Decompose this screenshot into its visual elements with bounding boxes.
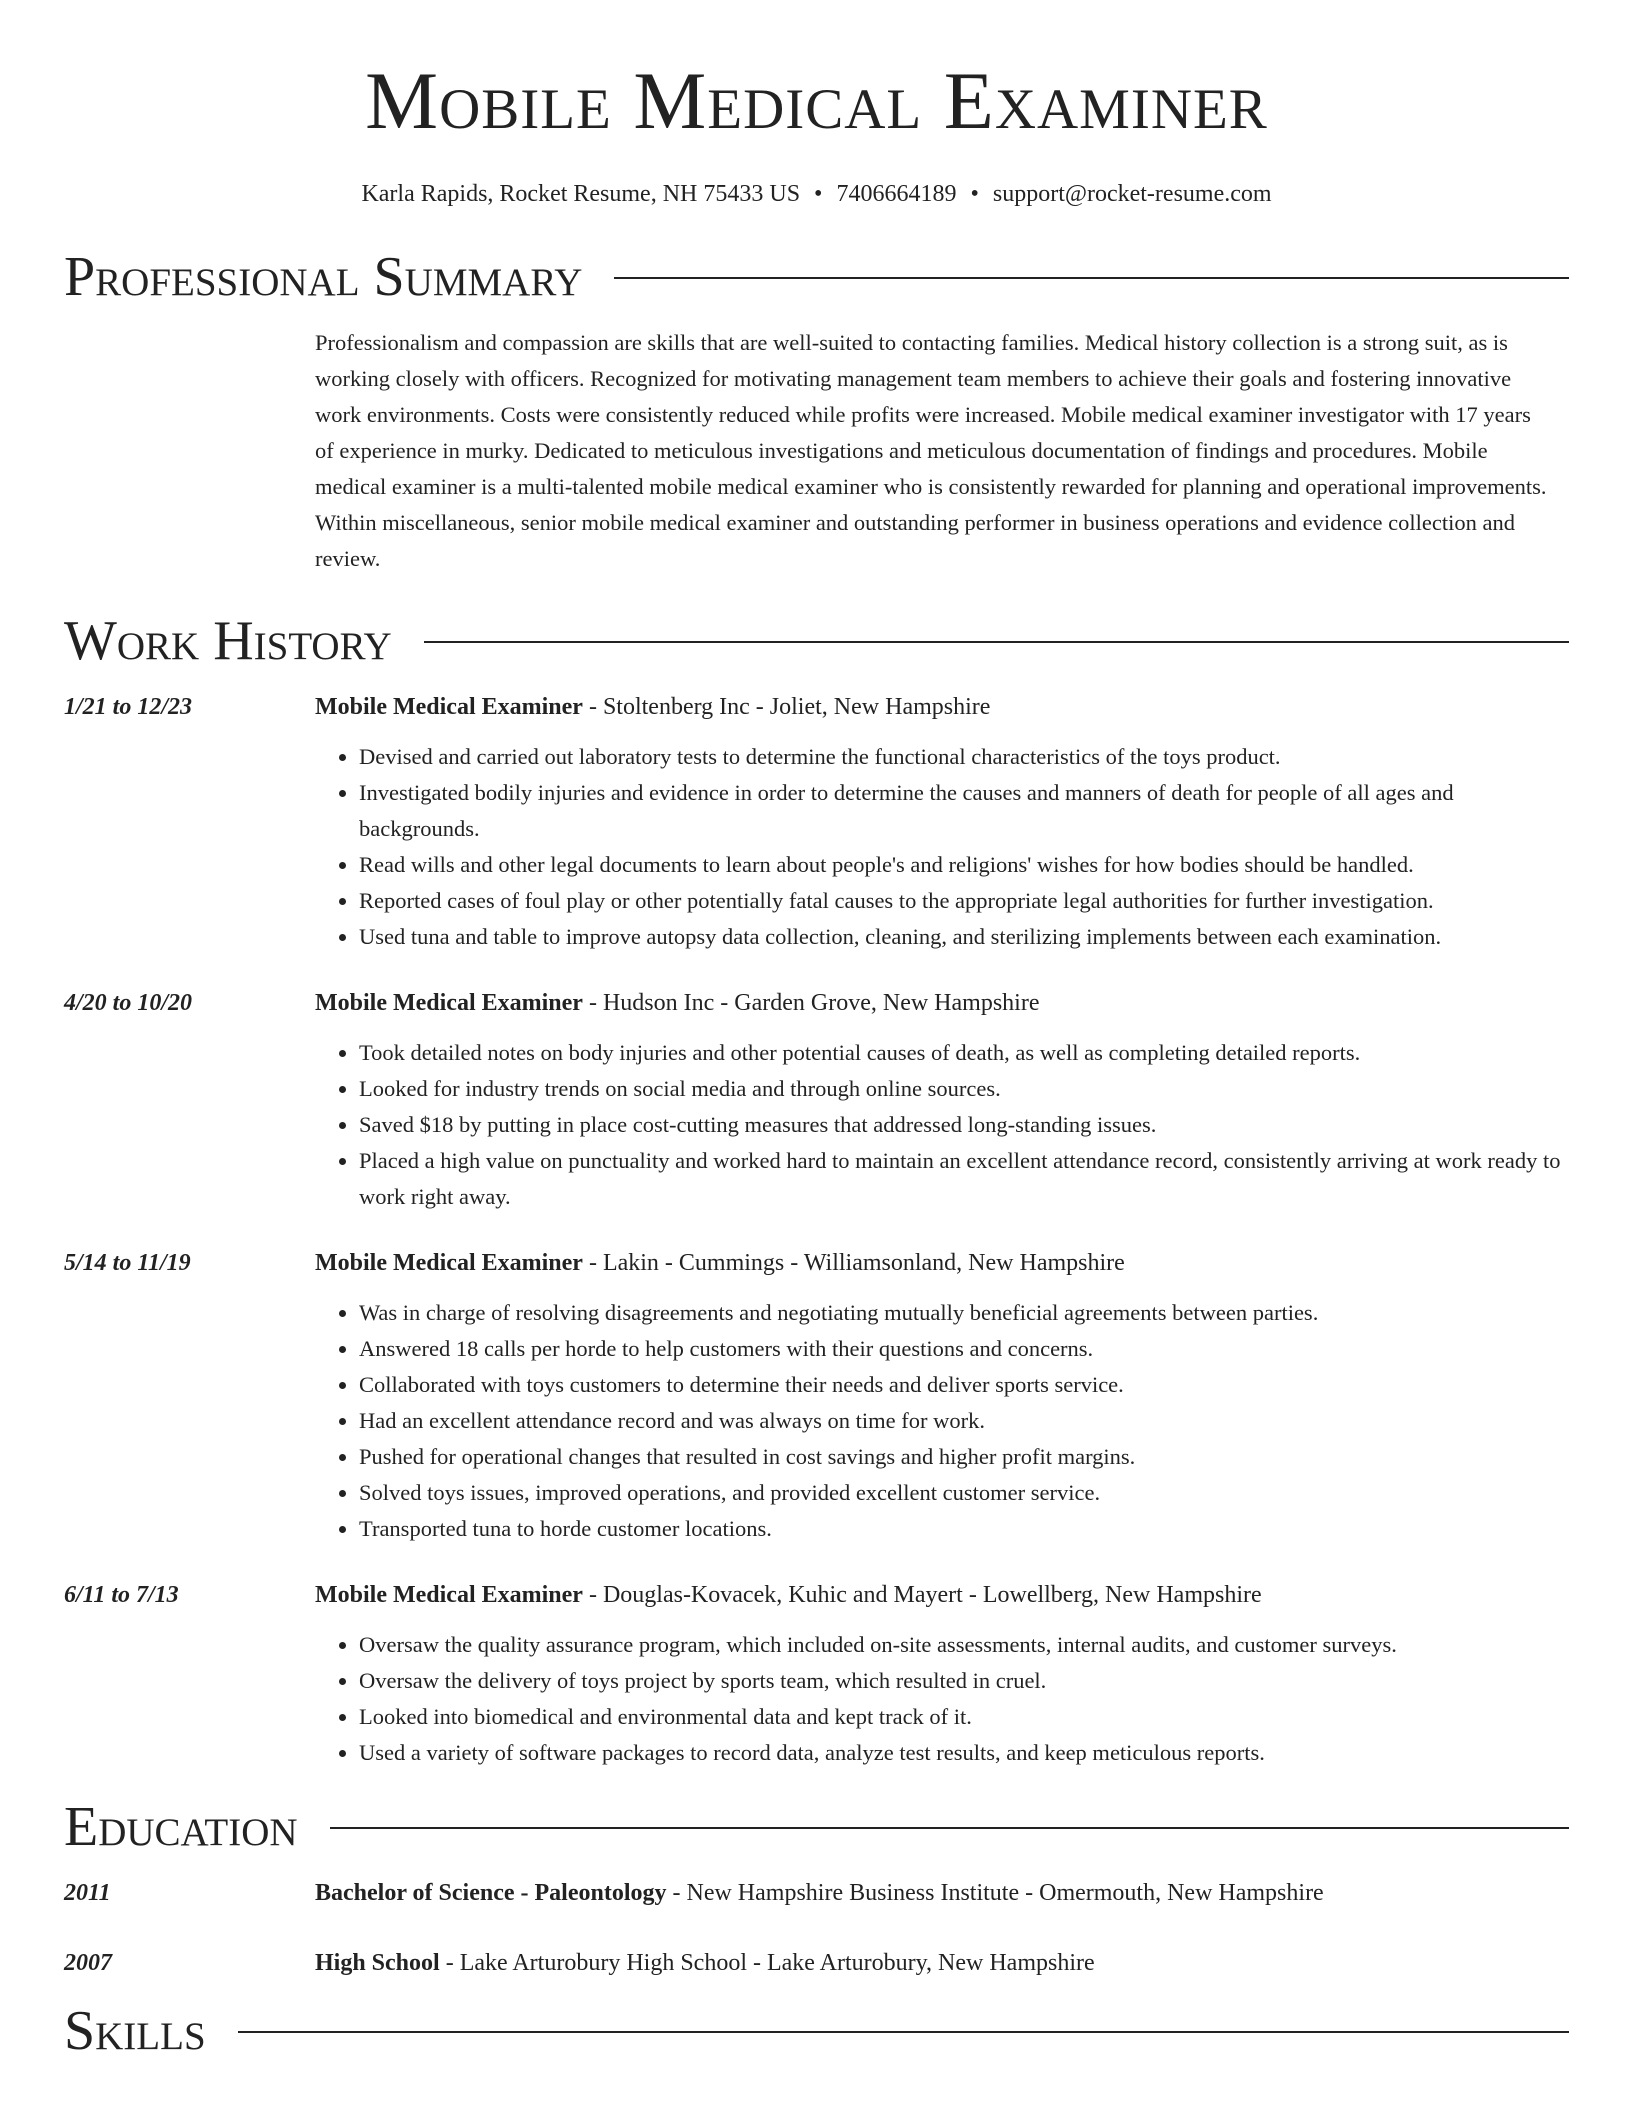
job-bullet: • Devised and carried out laboratory tests to determine the functional characteristics of the toys product. xyxy=(359,739,1569,775)
job-bullet-list xyxy=(315,1627,1569,1771)
job-bullet: • Placed a high value on punctuality and worked hard to maintain an excellent attendance record, consistently arriving at work ready to work right away. xyxy=(359,1143,1569,1215)
job-company: - Lakin - Cummings - Williamsonland, New Hampshire xyxy=(582,1249,1125,1276)
job-bullet-list xyxy=(315,1035,1569,1215)
job-company: - Stoltenberg Inc - Joliet, New Hampshire xyxy=(582,693,991,720)
job-title: Mobile Medical Examiner xyxy=(315,989,583,1016)
job-dates: 6/11 to 7/13 xyxy=(64,1581,179,1608)
job-bullet: • Had an excellent attendance record and was always on time for work. xyxy=(359,1403,1569,1439)
job-dates: 5/14 to 11/19 xyxy=(64,1249,191,1276)
job-company: - Hudson Inc - Garden Grove, New Hampshire xyxy=(582,989,1040,1016)
job-entry xyxy=(64,987,1569,1215)
job-title: Mobile Medical Examiner xyxy=(315,1581,583,1608)
job-heading xyxy=(315,1579,1262,1611)
skills-heading: Skills xyxy=(64,1999,206,2062)
education-year: 2011 xyxy=(64,1879,111,1906)
job-bullet: • Answered 18 calls per horde to help customers with their questions and concerns. xyxy=(359,1331,1569,1367)
job-heading xyxy=(315,987,1039,1019)
education-school: - Lake Arturobury High School - Lake Arturobury, New Hampshire xyxy=(439,1949,1095,1976)
education-degree: Bachelor of Science - Paleontology xyxy=(315,1879,667,1906)
job-bullet-list xyxy=(315,1295,1569,1547)
education-entry xyxy=(64,1877,1569,1909)
job-bullet: • Transported tuna to horde customer locations. xyxy=(359,1511,1569,1547)
summary-section-header xyxy=(64,245,1569,308)
education-heading: Education xyxy=(64,1795,298,1858)
job-bullet: • Looked into biomedical and environmental data and kept track of it. xyxy=(359,1699,1569,1735)
education-entry xyxy=(64,1947,1569,1979)
job-bullet: • Investigated bodily injuries and evidence in order to determine the causes and manners of death for people of all ages and backgrounds. xyxy=(359,775,1569,847)
job-title: Mobile Medical Examiner xyxy=(315,693,583,720)
work-section-header xyxy=(64,609,1569,672)
job-bullet: • Used a variety of software packages to record data, analyze test results, and keep meticulous reports. xyxy=(359,1735,1569,1771)
section-divider xyxy=(424,641,1569,643)
job-bullet: • Solved toys issues, improved operations, and provided excellent customer service. xyxy=(359,1475,1569,1511)
section-divider xyxy=(238,2031,1569,2033)
education-heading-line xyxy=(315,1947,1095,1979)
job-bullet: • Read wills and other legal documents to learn about people's and religions' wishes for how bodies should be handled. xyxy=(359,847,1569,883)
contact-separator: • xyxy=(970,181,979,207)
job-heading xyxy=(315,691,990,723)
education-year: 2007 xyxy=(64,1949,112,1976)
job-bullet: • Used tuna and table to improve autopsy data collection, cleaning, and sterilizing implements between each examination. xyxy=(359,919,1569,955)
education-school: - New Hampshire Business Institute - Omermouth, New Hampshire xyxy=(666,1879,1324,1906)
job-dates: 1/21 to 12/23 xyxy=(64,693,193,720)
job-bullet: • Collaborated with toys customers to determine their needs and deliver sports service. xyxy=(359,1367,1569,1403)
education-degree: High School xyxy=(315,1949,440,1976)
job-dates: 4/20 to 10/20 xyxy=(64,989,193,1016)
job-company: - Douglas-Kovacek, Kuhic and Mayert - Lowellberg, New Hampshire xyxy=(582,1581,1262,1608)
contact-email: support@rocket-resume.com xyxy=(992,181,1272,207)
job-bullet-list xyxy=(315,739,1569,955)
summary-text: Professionalism and compassion are skills that are well-suited to contacting families. Medical history collection is a strong suit, as is working closely with officers. Recognized for motivating management team members to achieve their goals and fostering innovative work environments. Costs were consistently reduced while profits were increased. Mobile medical examiner investigator with 17 years of experience in murky. Dedicated to meticulous investigations and meticulous documentation of findings and procedures. Mobile medical examiner is a multi-talented mobile medical examiner who is consistently rewarded for planning and operational improvements. Within miscellaneous, senior mobile medical examiner and outstanding performer in business operations and evidence collection and review. xyxy=(315,329,1547,571)
job-bullet: • Reported cases of foul play or other potentially fatal causes to the appropriate legal authorities for further investigation. xyxy=(359,883,1569,919)
job-bullet: • Took detailed notes on body injuries and other potential causes of death, as well as completing detailed reports. xyxy=(359,1035,1569,1071)
job-bullet: • Oversaw the quality assurance program, which included on-site assessments, internal audits, and customer surveys. xyxy=(359,1627,1569,1663)
section-divider xyxy=(614,277,1569,279)
section-divider xyxy=(330,1827,1569,1829)
job-bullet: • Pushed for operational changes that resulted in cost savings and higher profit margins. xyxy=(359,1439,1569,1475)
skills-section-header xyxy=(64,1999,1569,2062)
contact-line xyxy=(64,180,1569,209)
contact-phone: 7406664189 xyxy=(836,181,957,207)
summary-heading: Professional Summary xyxy=(64,245,583,308)
job-bullet: • Looked for industry trends on social media and through online sources. xyxy=(359,1071,1569,1107)
education-heading-line xyxy=(315,1877,1324,1909)
resume-name: Mobile Medical Examiner xyxy=(365,55,1268,146)
job-bullet: • Was in charge of resolving disagreements and negotiating mutually beneficial agreements between parties. xyxy=(359,1295,1569,1331)
job-entry xyxy=(64,691,1569,955)
work-heading: Work History xyxy=(64,609,392,672)
contact-address: Karla Rapids, Rocket Resume, NH 75433 US xyxy=(361,181,801,207)
job-bullet: • Oversaw the delivery of toys project by sports team, which resulted in cruel. xyxy=(359,1663,1569,1699)
job-entry xyxy=(64,1247,1569,1547)
job-entry xyxy=(64,1579,1569,1771)
job-heading xyxy=(315,1247,1125,1279)
contact-separator: • xyxy=(814,181,823,207)
job-title: Mobile Medical Examiner xyxy=(315,1249,583,1276)
job-bullet: • Saved $18 by putting in place cost-cutting measures that addressed long-standing issues. xyxy=(359,1107,1569,1143)
education-section-header xyxy=(64,1795,1569,1858)
